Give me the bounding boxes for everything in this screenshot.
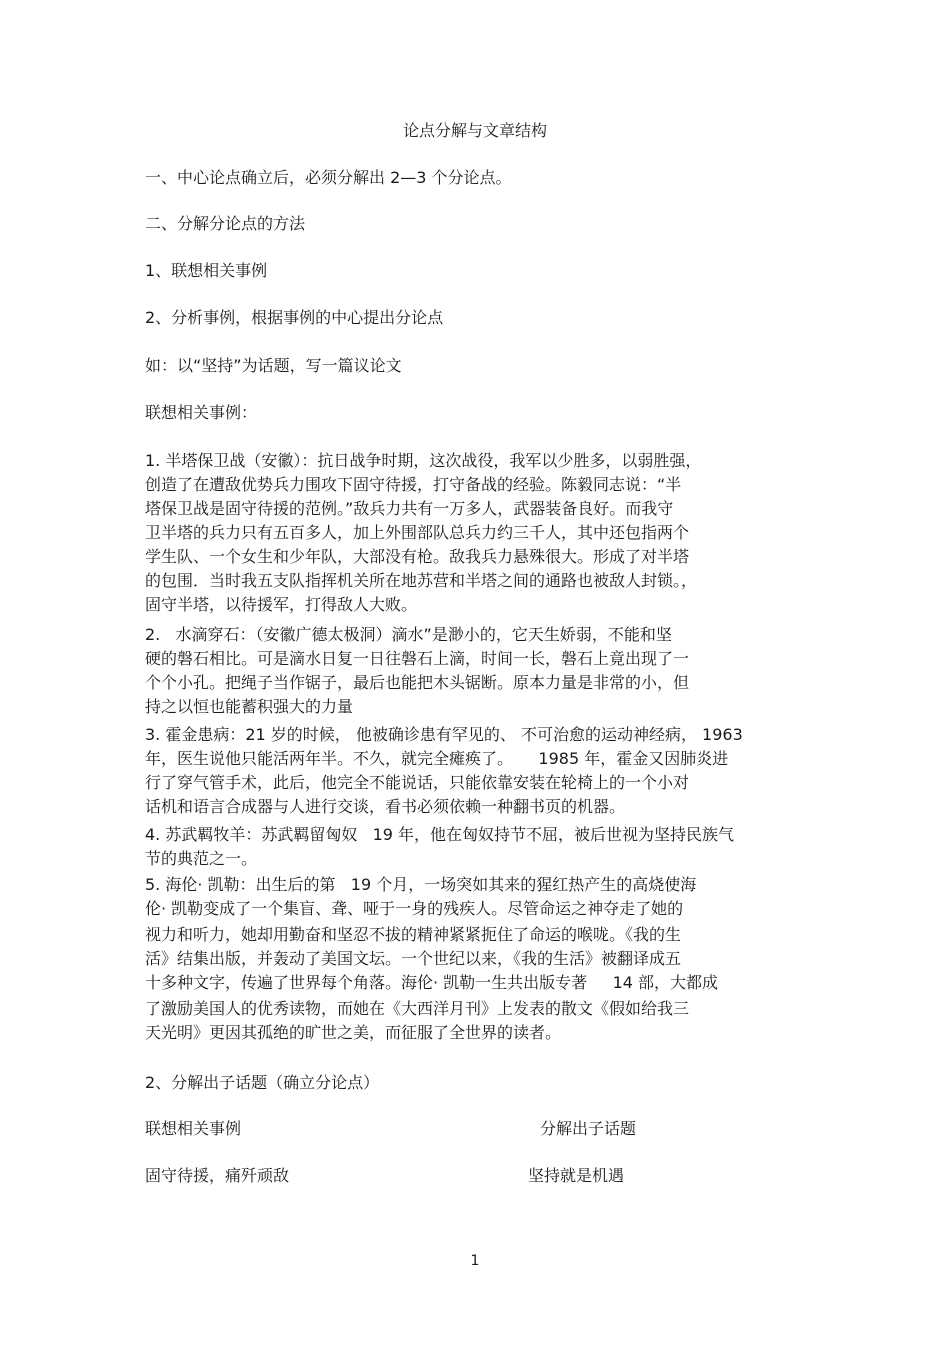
case-line: 话机和语言合成器与人进行交谈，看书必须依赖一种翻书页的机器。 — [145, 797, 626, 816]
method-step-2: 2、分析事例，根据事例的中心提出分论点 — [145, 308, 444, 327]
method-step-1: 1、联想相关事例 — [145, 261, 268, 280]
case-line: 创造了在遭敌优势兵力围攻下固守待援，打守备战的经验。陈毅同志说：“半 — [145, 475, 682, 494]
case-line: 天光明》更因其孤绝的旷世之美，而征服了全世界的读者。 — [145, 1023, 562, 1042]
case-line: 伦· 凯勒变成了一个集盲、聋、哑于一身的残疾人。尽管命运之神夺走了她的 — [145, 899, 684, 918]
case-line: 的包围．当时我五支队指挥机关所在地苏营和半塔之间的通路也被敌人封锁。， — [145, 571, 698, 590]
case-line: 卫半塔的兵力只有五百多人，加上外围部队总兵力约三千人，其中还包指两个 — [145, 523, 690, 542]
case-line: 5. 海伦· 凯勒：出生后的第 19 个月，一场突如其来的猩红热产生的高烧使海 — [145, 875, 697, 894]
case-line: 塔保卫战是固守待援的范例。”敌兵力共有一万多人，武器装备良好。而我守 — [145, 499, 674, 518]
case-line: 持之以恒也能蓄积强大的力量 — [145, 697, 354, 716]
case-line: 1. 半塔保卫战（安徽）：抗日战争时期，这次战役，我军以少胜多，以弱胜强， — [145, 451, 702, 470]
case-line: 2. 水滴穿石：（安徽广德太极洞）滴水”是渺小的，它天生娇弱，不能和坚 — [145, 625, 672, 644]
case-line: 视力和听力，她却用勤奋和坚忍不拔的精神紧紧扼住了命运的喉咙。《我的生 — [145, 925, 682, 944]
column-left-header: 联想相关事例 — [145, 1119, 242, 1138]
heading-one: 一、中心论点确立后，必须分解出 2—3 个分论点。 — [145, 168, 512, 187]
case-line: 节的典范之一。 — [145, 849, 258, 868]
heading-two: 二、分解分论点的方法 — [145, 214, 306, 233]
case-line: 个个小孔。把绳子当作锯子，最后也能把木头锯断。原本力量是非常的小，但 — [145, 673, 690, 692]
case-line: 活》结集出版，并轰动了美国文坛。一个世纪以来，《我的生活》被翻译成五 — [145, 949, 682, 968]
case-line: 硬的磐石相比。可是滴水日复一日往磐石上滴，时间一长，磐石上竟出现了一 — [145, 649, 690, 668]
case-line: 3. 霍金患病：21 岁的时候， 他被确诊患有罕见的、 不可治愈的运动神经病， 1963 — [145, 725, 743, 744]
case-line: 年，医生说他只能活两年半。不久，就完全瘫痪了。 1985 年，霍金又因肺炎进 — [145, 749, 729, 768]
case-line: 4. 苏武羁牧羊：苏武羁留匈奴 19 年，他在匈奴持节不屈，被后世视为坚持民族气 — [145, 825, 735, 844]
case-line: 行了穿气管手术，此后，他完全不能说话，只能依靠安装在轮椅上的一个小对 — [145, 773, 690, 792]
case-line: 固守半塔，以待援军，打得敌人大败。 — [145, 595, 418, 614]
case-line: 了激励美国人的优秀读物，而她在《大西洋月刊》上发表的散文《假如给我三 — [145, 999, 690, 1018]
case-line: 学生队、一个女生和少年队，大部没有枪。敌我兵力悬殊很大。形成了对半塔 — [145, 547, 690, 566]
case-line: 十多种文字，传遍了世界每个角落。海伦· 凯勒一生共出版专著 14 部，大都成 — [145, 973, 719, 992]
column-right-header: 分解出子话题 — [540, 1119, 637, 1138]
document-title: 论点分解与文章结构 — [402, 121, 547, 140]
method-step-2b: 2、分解出子话题（确立分论点） — [145, 1073, 380, 1092]
row-left-cell: 固守待援，痛歼顽敌 — [145, 1166, 290, 1185]
row-right-cell: 坚持就是机遇 — [528, 1166, 625, 1185]
cases-label: 联想相关事例： — [145, 403, 258, 422]
page-number: 1 — [470, 1253, 480, 1269]
example-intro: 如：以“坚持”为话题，写一篇议论文 — [145, 356, 402, 375]
